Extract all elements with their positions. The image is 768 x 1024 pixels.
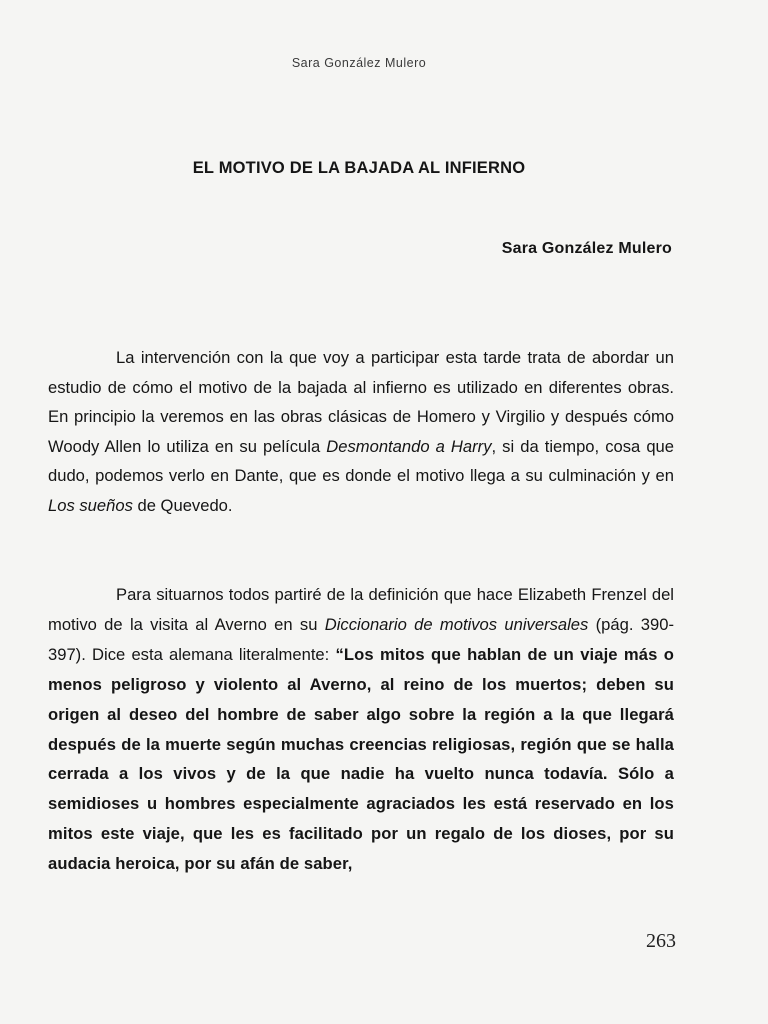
book-title: Diccionario de motivos universales: [324, 614, 589, 634]
author-name: Sara González Mulero: [501, 240, 672, 257]
paragraph-text: , si da tiempo, cosa que dudo, podemos verlo en Dante, que es donde el motivo llega a su culminación y en: [48, 436, 674, 486]
paragraph-text: Para situarnos todos partiré de la definición que hace Elizabeth Frenzel del motivo de la visita al Averno en su: [48, 585, 674, 634]
page-number: 263: [646, 930, 676, 952]
quotation: “Los mitos que hablan de un viaje más o menos peligroso y violento al Averno, al reino de los muertos; deben su origen al deseo del hombre de saber algo sobre la región a la que llegará después de la muerte según muchas creencias religiosas, región que se halla cerrada a los vivos y de la que nadie ha vuelto nunca todavía. Sólo a semidioses u hombres especialmente agraciados les está reservado en los mitos este viaje, que les es facilitado por un regalo de los dioses, por su audacia heroica, por su afán de saber,: [48, 644, 674, 874]
paragraph-text: (pág. 390-397). Dice esta alemana literalmente:: [48, 614, 674, 664]
paragraph-definition: [48, 580, 674, 879]
film-title: Desmontando a Harry: [326, 436, 492, 456]
work-title: Los sueños: [48, 495, 133, 515]
paragraph-text: La intervención con la que voy a participar esta tarde trata de abordar un estudio de cómo el motivo de la bajada al infierno es utilizado en diferentes obras. En principio la veremos en las obras clásicas de Homero y Virgilio y después cómo Woody Allen lo utiliza en su película: [48, 348, 674, 456]
paragraph-text: de Quevedo.: [132, 495, 233, 515]
page-title: EL MOTIVO DE LA BAJADA AL INFIERNO: [192, 159, 526, 177]
paragraph-introduction: [48, 343, 674, 521]
running-header: Sara González Mulero: [291, 56, 427, 70]
